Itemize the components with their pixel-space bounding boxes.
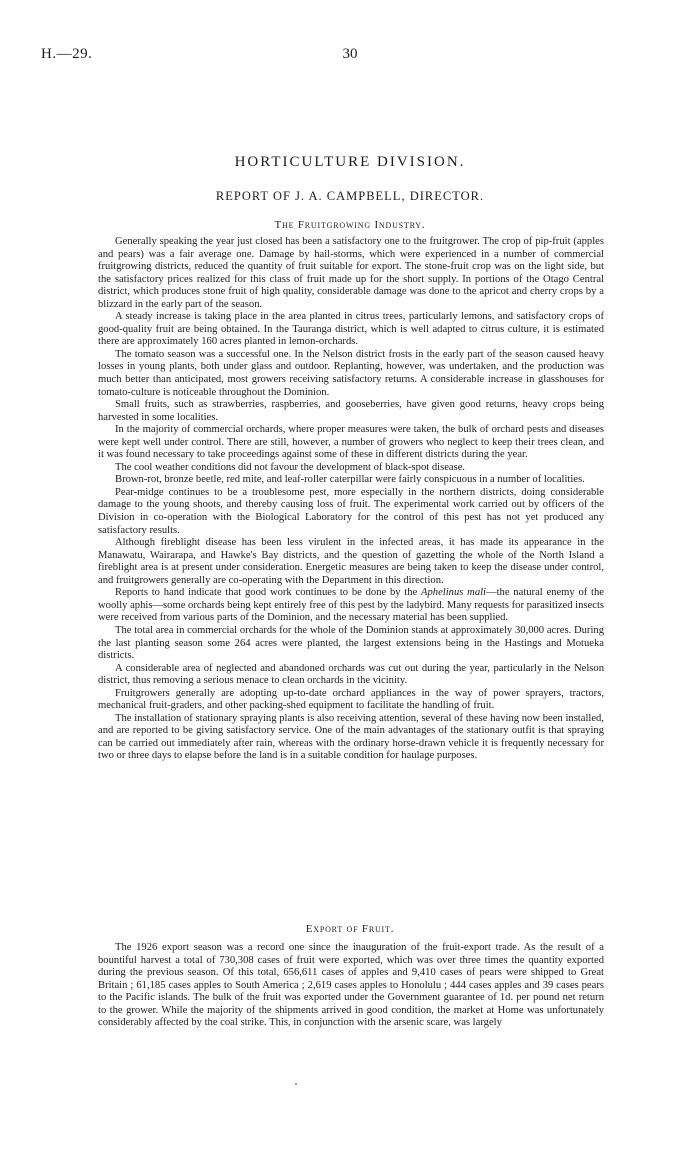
paragraph: Pear-midge continues to be a troublesome pest, more especially in the northern districts, doing considerable damage to the young shoots, and thereby causing loss of fruit. The experimental work carried out by officers of the Division in co-operation with the Biological Laboratory for the control of this pest has not yet produced any satisfactory results. xyxy=(98,486,604,536)
paragraph: The tomato season was a successful one. In the Nelson district frosts in the early part of the season caused heavy losses in young plants, both under glass and outdoor. Replanting, however, was undertaken, and the production was much better than anticipated, most growers receiving satisfactory returns. A considerable increase in glasshouses for tomato-culture is noticeable throughout the Dominion. xyxy=(98,348,604,398)
paragraph: The cool weather conditions did not favour the development of black-spot disease. xyxy=(115,461,466,473)
section-body-fruitgrowing xyxy=(98,236,604,763)
paragraph-aphelinus xyxy=(98,587,604,625)
paragraph: The total area in commercial orchards for the whole of the Dominion stands at approximately 30,000 acres. During the last planting season some 264 acres were planted, the largest extensions being in the Hastings and Motueka districts. xyxy=(98,624,604,662)
paragraph: Small fruits, such as strawberries, raspberries, and gooseberries, have given good returns, heavy crops being harvested in some localities. xyxy=(98,399,604,423)
paragraph: The installation of stationary spraying plants is also receiving attention, several of these having now been installed, and are reported to be giving satisfactory service. One of the main advantages of the stationary outfit is that spraying can be carried out immediately after rain, whereas with the ordinary horse-drawn vehicle it is frequently necessary for two or three days to elapse before the land is in a suitable condition for haulage purposes. xyxy=(98,712,604,762)
text-run: Reports to hand indicate that good work continues to be done by the xyxy=(115,587,422,599)
document-reference: H.—29. xyxy=(41,46,93,62)
text-run: —the natural enemy of the woolly aphis—some orchards being kept entirely free of this pest by the ladybird. Many requests for parasitized insects were received from various parts of the Dominion, and the necessary material has been supplied. xyxy=(98,587,605,624)
species-name: Aphelinus mali xyxy=(421,587,486,599)
paragraph: Generally speaking the year just closed has been a satisfactory one to the fruitgrower. The crop of pip-fruit (apples and pears) was a fair average one. Damage by hail-storms, which were experienced in a number of commercial fruitgrowing districts, reduced the quantity of fruit suitable for export. The stone-fruit crop was on the light side, but the satisfactory prices realized for this class of fruit made up for the short supply. In portions of the Otago Central district, which produces stone fruit of high quality, considerable damage was done to the apricot and cherry crops by a blizzard in the early part of the season. xyxy=(98,236,604,310)
paragraph: Brown-rot, bronze beetle, red mite, and leaf-roller caterpillar were fairly conspicuous in a number of localities. xyxy=(115,474,585,486)
paragraph: Although fireblight disease has been less virulent in the infected areas, it has made its appearance in the Manawatu, Wairarapa, and Hawke's Bay districts, and the question of gazetting the whole of the North Island a fireblight area is at present under consideration. Energetic measures are being taken to keep the disease under control, and fruitgrowers generally are co-operating with the Department in this direction. xyxy=(98,537,604,586)
section-heading-fruitgrowing: The Fruitgrowing Industry. xyxy=(274,219,426,231)
section-body-export xyxy=(98,942,604,1030)
paragraph: The 1926 export season was a record one since the inauguration of the fruit-export trade. As the result of a bountiful harvest a total of 730,308 cases of fruit were exported, which was over three times the quantity exported during the previous season. Of this total, 656,611 cases of apples and 9,410 cases of pears were shipped to Great Britain ; 61,185 cases apples to South America ; 2,619 cases apples to Honolulu ; 444 cases apples and 39 cases pears to the Pacific islands. The bulk of the fruit was exported under the Government guarantee of 1d. per pound net return to the grower. While the majority of the shipments arrived in good condition, the market at Home was unfortunately considerably affected by the coal strike. This, in conjunction with the arsenic scare, was largely xyxy=(98,942,604,1029)
section-heading-export: Export of Fruit. xyxy=(305,923,395,935)
division-title: HORTICULTURE DIVISION. xyxy=(234,154,466,170)
report-subtitle: REPORT OF J. A. CAMPBELL, DIRECTOR. xyxy=(215,189,485,203)
paragraph: In the majority of commercial orchards, where proper measures were taken, the bulk of orchard pests and diseases were kept well under control. There are still, however, a number of growers who neglect to keep their trees clean, and it was found necessary to take proceedings against some of these in different districts during the year. xyxy=(98,424,604,461)
page-number: 30 xyxy=(342,46,358,62)
paragraph: A considerable area of neglected and abandoned orchards was cut out during the year, particularly in the Nelson district, thus removing a serious menace to clean orchards in the vicinity. xyxy=(98,662,604,687)
paragraph: Fruitgrowers generally are adopting up-to-date orchard appliances in the way of power sprayers, tractors, mechanical fruit-graders, and other packing-shed equipment to facilitate the handling of fruit. xyxy=(98,687,604,712)
print-speck xyxy=(295,1083,297,1085)
paragraph: A steady increase is taking place in the area planted in citrus trees, particularly lemons, and satisfactory crops of good-quality fruit are being obtained. In the Tauranga district, which is well adapted to citrus culture, it is estimated there are approximately 160 acres planted in lemon-orchards. xyxy=(98,311,604,348)
